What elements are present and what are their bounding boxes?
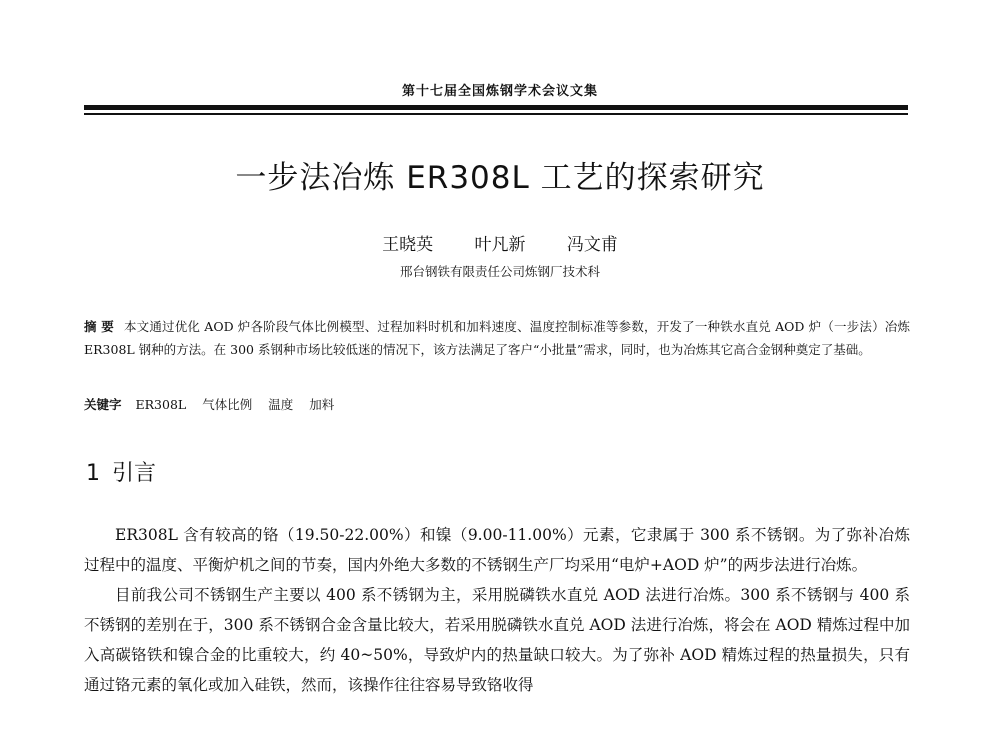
section-number: 1: [86, 461, 100, 486]
affiliation: 邢台钢铁有限责任公司炼钢厂技术科: [399, 264, 600, 279]
section-body: [84, 520, 910, 700]
keywords: [84, 395, 910, 413]
author-name: 王晓英: [382, 235, 434, 255]
keyword: 温度: [268, 397, 294, 412]
author-list: [0, 230, 1000, 255]
running-header: 第十七届全国炼钢学术会议文集: [401, 84, 598, 99]
author-name: 冯文甫: [566, 235, 618, 255]
body-paragraph: 目前我公司不锈钢生产主要以 400 系不锈钢为主，采用脱磷铁水直兑 AOD 法进行冶炼。300 系不锈钢与 400 系不锈钢的差别在于，300 系不锈钢合金含量比较大，若采用脱磷铁水直兑 AOD 法进行冶炼，将会在 AOD 精炼过程中加入高碳铬铁和镍合金的比重较大，约 40~50%，导致炉内的热量缺口较大。为了弥补 AOD 精炼过程的热量损失，只有通过铬元素的氧化或加入硅铁，然而，该操作往往容易导致铬收得: [84, 586, 910, 694]
section-heading: [86, 456, 156, 487]
keyword: 气体比例: [202, 397, 253, 412]
header-rule-thick: [84, 105, 908, 110]
abstract-text: 本文通过优化 AOD 炉各阶段气体比例模型、过程加料时机和加料速度、温度控制标准等参数，开发了一种铁水直兑 AOD 炉（一步法）冶炼 ER308L 钢种的方法。在 300 系钢种市场比较低迷的情况下，该方法满足了客户“小批量”需求，同时，也为冶炼其它高合金钢种奠定了基础。: [84, 319, 910, 357]
body-paragraph: ER308L 含有较高的铬（19.50-22.00%）和镍（9.00-11.00%）元素，它隶属于 300 系不锈钢。为了弥补冶炼过程中的温度、平衡炉机之间的节奏，国内外绝大多数的不锈钢生产厂均采用“电炉+AOD 炉”的两步法进行冶炼。: [84, 526, 910, 574]
abstract: [84, 315, 910, 361]
keyword: 加料: [309, 397, 335, 412]
author-name: 叶凡新: [474, 235, 526, 255]
section-title: 引言: [112, 461, 157, 486]
paper-title: 一步法冶炼 ER308L 工艺的探索研究: [235, 160, 765, 196]
header-rule-thin: [84, 113, 908, 115]
abstract-label: 摘 要: [84, 319, 114, 334]
keywords-label: 关键字: [84, 397, 122, 412]
keyword: ER308L: [135, 397, 187, 412]
